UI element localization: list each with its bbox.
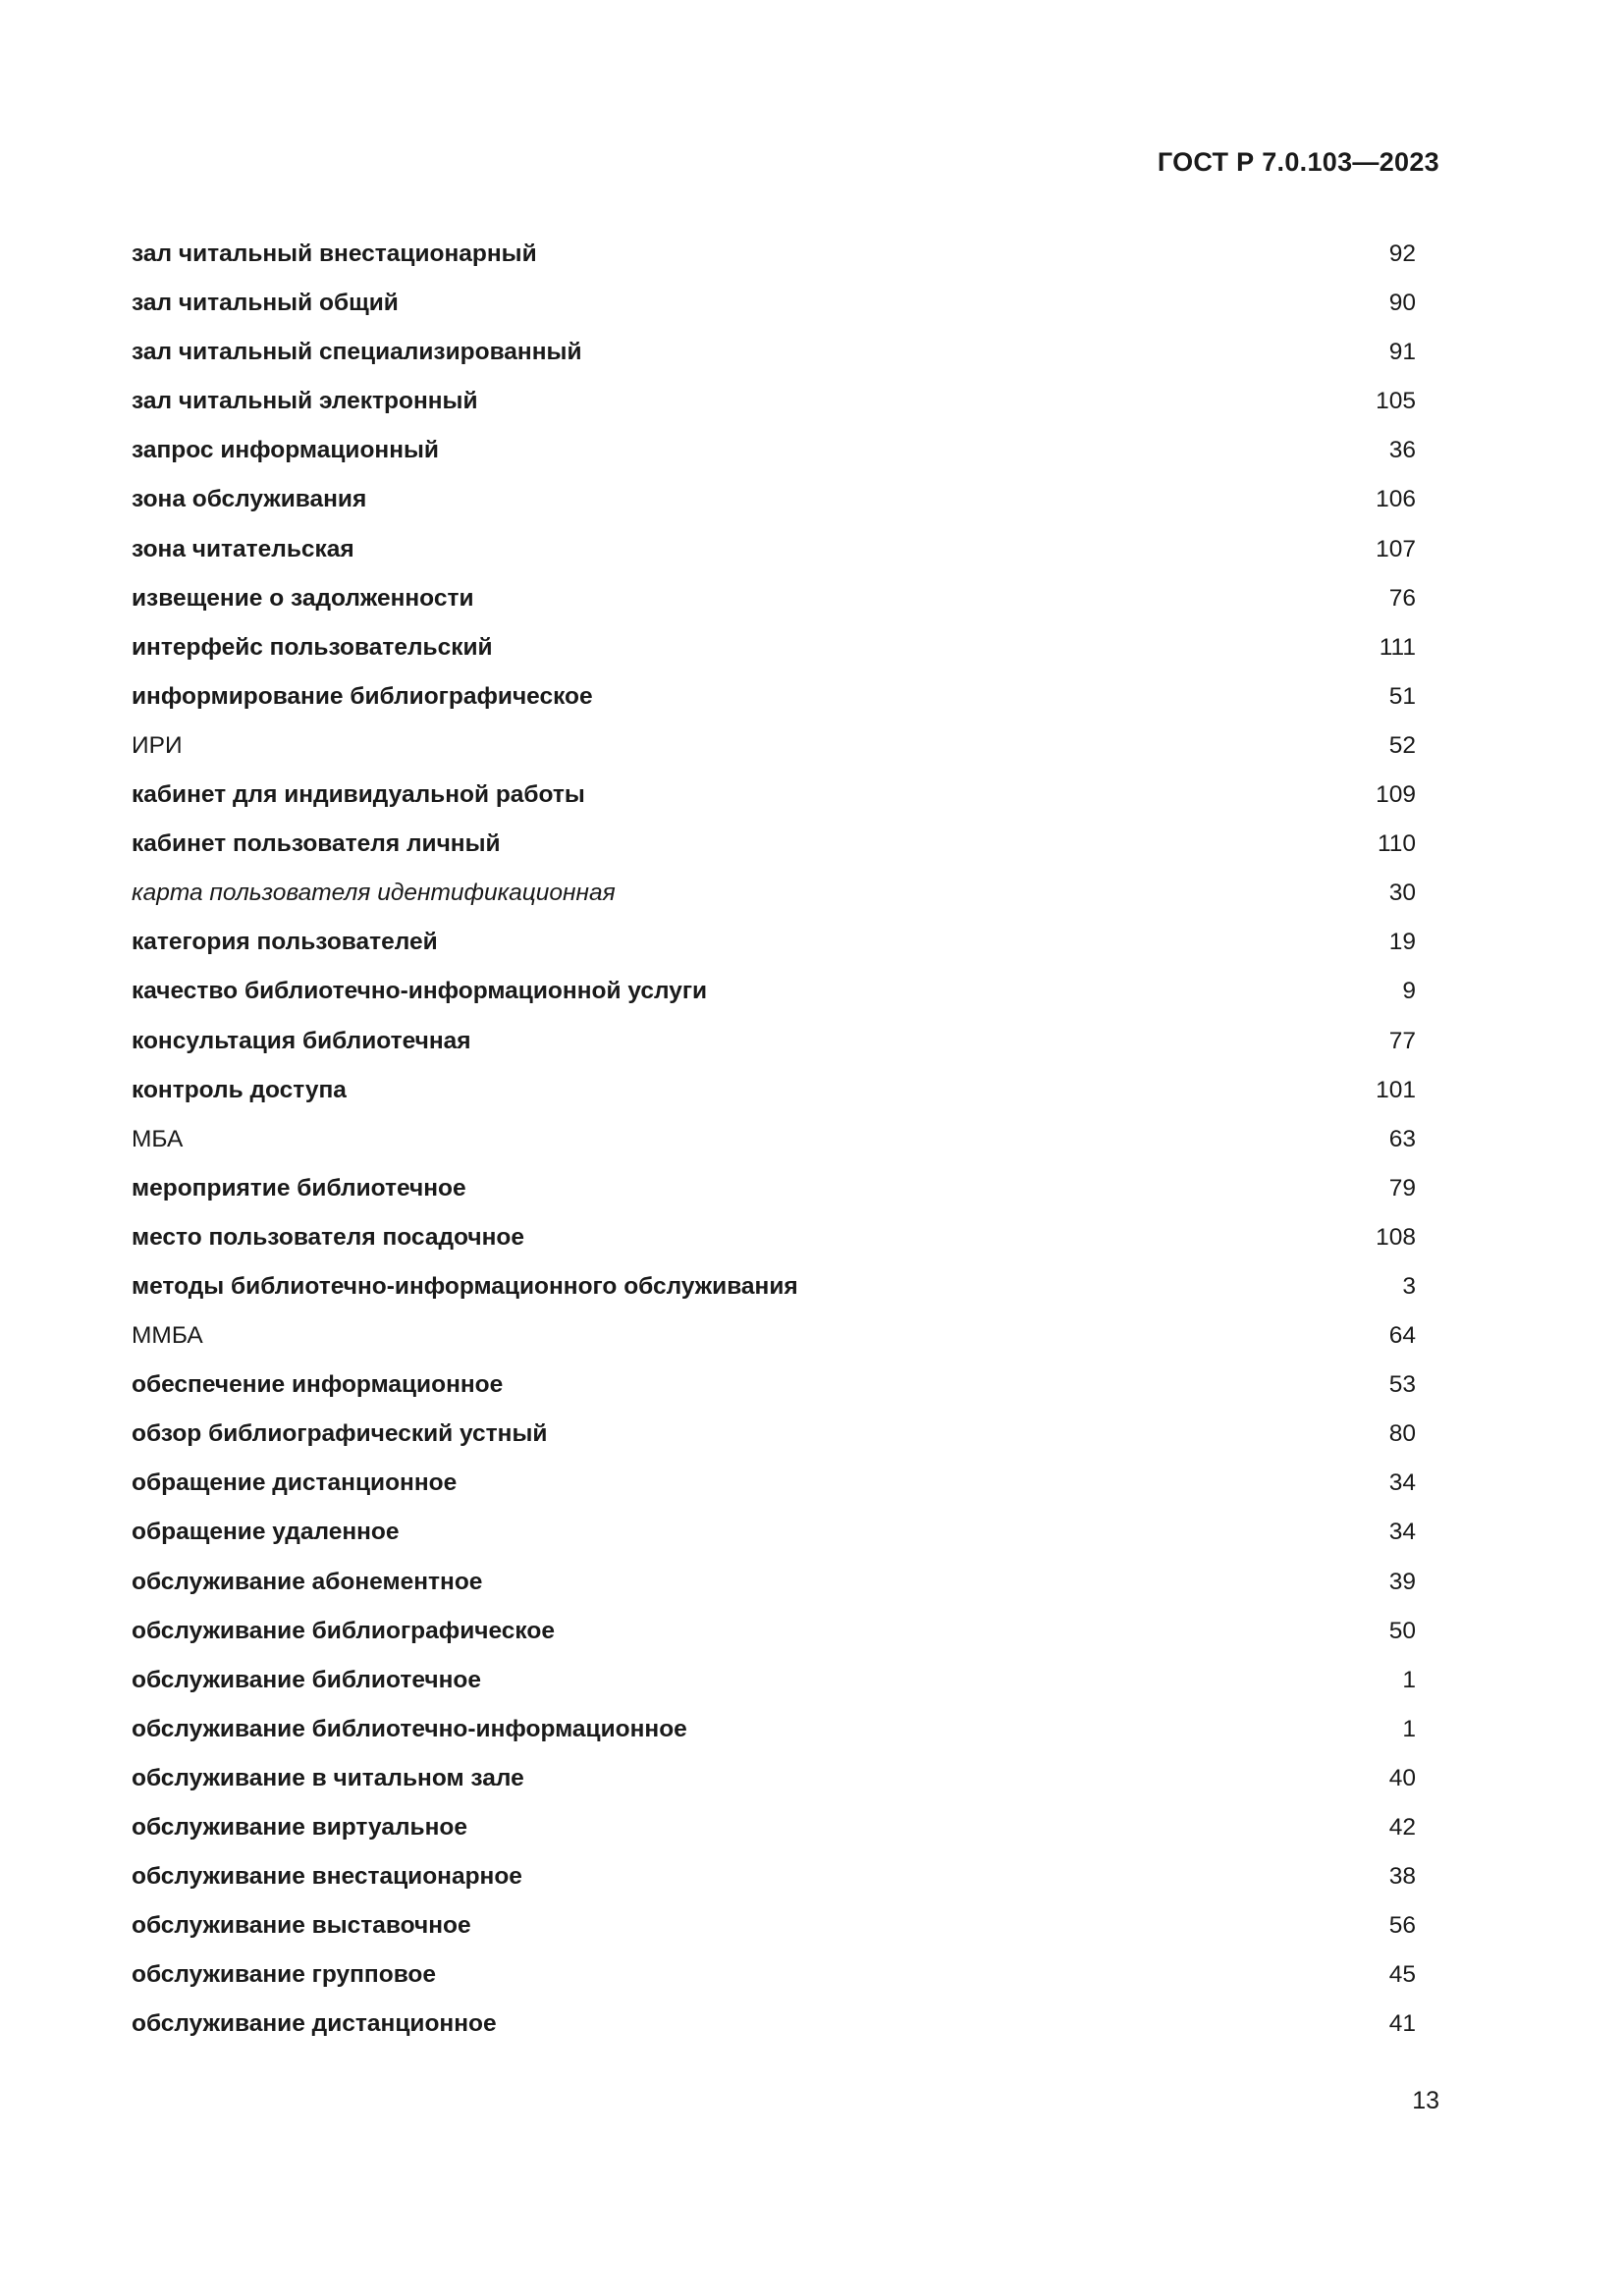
index-entry	[132, 1912, 1424, 1961]
index-entry	[132, 1569, 1424, 1618]
index-entry	[132, 1420, 1424, 1469]
index-entry	[132, 781, 1424, 830]
index-term-number: 3	[1402, 1272, 1416, 1300]
index-term: обслуживание внестационарное	[132, 1863, 522, 1891]
index-entry	[132, 1469, 1424, 1519]
index-entry	[132, 437, 1424, 486]
index-term-number: 50	[1388, 1617, 1416, 1644]
index-entry	[132, 2010, 1424, 2059]
index-entry	[132, 1273, 1424, 1322]
index-term-number: 109	[1376, 781, 1416, 809]
index-entry	[132, 339, 1424, 388]
index-term: место пользователя посадочное	[132, 1223, 524, 1251]
index-entry	[132, 880, 1424, 929]
index-entry	[132, 1175, 1424, 1224]
index-term: обзор библиографический устный	[132, 1420, 548, 1448]
index-entry	[132, 388, 1424, 437]
index-term: категория пользователей	[132, 929, 438, 956]
index-term-number: 91	[1388, 339, 1416, 366]
index-entry	[132, 1077, 1424, 1126]
term-index-list	[132, 240, 1424, 2059]
index-term: зона читательская	[132, 535, 354, 562]
index-entry	[132, 978, 1424, 1027]
index-term-number: 101	[1376, 1076, 1416, 1103]
index-term: обслуживание выставочное	[132, 1912, 471, 1940]
index-term: обслуживание библиотечное	[132, 1666, 481, 1693]
index-term-number: 53	[1388, 1371, 1416, 1399]
index-term-number: 1	[1402, 1715, 1416, 1742]
index-term: мероприятие библиотечное	[132, 1174, 466, 1201]
index-entry	[132, 536, 1424, 585]
index-entry	[132, 1371, 1424, 1420]
index-entry	[132, 634, 1424, 683]
index-term-number: 79	[1388, 1174, 1416, 1201]
index-term: информирование библиографическое	[132, 682, 593, 710]
index-term: обслуживание библиографическое	[132, 1617, 555, 1644]
index-term-number: 51	[1388, 682, 1416, 710]
index-term-number: 77	[1388, 1027, 1416, 1054]
index-term: обслуживание абонементное	[132, 1568, 483, 1595]
index-term-number: 108	[1376, 1223, 1416, 1251]
index-entry	[132, 240, 1424, 290]
index-term: обращение дистанционное	[132, 1469, 458, 1497]
index-term-number: 90	[1388, 290, 1416, 317]
index-term-number: 110	[1377, 830, 1416, 858]
index-term-number: 52	[1388, 731, 1416, 759]
page-number: 13	[1412, 2087, 1439, 2114]
index-term: обслуживание групповое	[132, 1961, 437, 1989]
index-entry	[132, 1618, 1424, 1667]
index-term: кабинет для индивидуальной работы	[132, 781, 585, 809]
index-term-number: 56	[1388, 1912, 1416, 1940]
index-term: кабинет пользователя личный	[132, 830, 501, 858]
index-term: зал читальный общий	[132, 290, 399, 317]
index-entry	[132, 1765, 1424, 1814]
index-term: запрос информационный	[132, 437, 439, 464]
index-entry	[132, 1322, 1424, 1371]
index-term: контроль доступа	[132, 1076, 347, 1103]
index-entry	[132, 732, 1424, 781]
index-term-number: 107	[1376, 535, 1416, 562]
index-term-number: 111	[1379, 633, 1416, 661]
index-term-number: 92	[1388, 240, 1416, 267]
index-term-number: 40	[1388, 1764, 1416, 1791]
index-term: ММБА	[132, 1322, 203, 1350]
index-term: ИРИ	[132, 731, 183, 759]
index-entry	[132, 290, 1424, 339]
index-term-number: 76	[1388, 584, 1416, 612]
index-entry	[132, 929, 1424, 978]
index-entry	[132, 1863, 1424, 1912]
index-term-number: 9	[1402, 978, 1416, 1005]
index-entry	[132, 683, 1424, 732]
index-term-number: 41	[1388, 2010, 1416, 2038]
index-entry	[132, 585, 1424, 634]
document-id-header: ГОСТ Р 7.0.103—2023	[1157, 147, 1439, 177]
index-term: карта пользователя идентификационная	[132, 880, 616, 907]
index-entry	[132, 1028, 1424, 1077]
index-term: МБА	[132, 1125, 184, 1152]
index-term: извещение о задолженности	[132, 584, 474, 612]
index-term: обслуживание дистанционное	[132, 2010, 497, 2038]
index-term: консультация библиотечная	[132, 1027, 471, 1054]
index-term-number: 63	[1388, 1125, 1416, 1152]
index-term: интерфейс пользовательский	[132, 633, 493, 661]
index-term: зал читальный специализированный	[132, 339, 582, 366]
index-term-number: 34	[1388, 1469, 1416, 1497]
index-entry	[132, 1961, 1424, 2010]
index-term-number: 80	[1388, 1420, 1416, 1448]
index-term: зал читальный электронный	[132, 388, 478, 415]
index-entry	[132, 1519, 1424, 1568]
index-entry	[132, 1814, 1424, 1863]
index-entry	[132, 486, 1424, 535]
index-term-number: 42	[1388, 1814, 1416, 1841]
index-term: качество библиотечно-информационной услуги	[132, 978, 708, 1005]
index-entry	[132, 1126, 1424, 1175]
index-entry	[132, 830, 1424, 880]
index-entry	[132, 1716, 1424, 1765]
index-term: обслуживание в читальном зале	[132, 1764, 524, 1791]
index-term: зал читальный внестационарный	[132, 240, 537, 267]
index-term: зона обслуживания	[132, 486, 367, 513]
index-term-number: 45	[1388, 1961, 1416, 1989]
index-term: обслуживание библиотечно-информационное	[132, 1715, 687, 1742]
index-term-number: 105	[1376, 388, 1416, 415]
index-term: обращение удаленное	[132, 1519, 400, 1546]
index-term-number: 64	[1388, 1322, 1416, 1350]
index-entry	[132, 1224, 1424, 1273]
index-term-number: 30	[1388, 880, 1416, 907]
index-term: обеспечение информационное	[132, 1371, 504, 1399]
index-term-number: 106	[1376, 486, 1416, 513]
index-term-number: 34	[1388, 1519, 1416, 1546]
index-term-number: 36	[1388, 437, 1416, 464]
index-term-number: 39	[1388, 1568, 1416, 1595]
index-term-number: 1	[1402, 1666, 1416, 1693]
index-term: обслуживание виртуальное	[132, 1814, 467, 1841]
index-entry	[132, 1667, 1424, 1716]
index-term: методы библиотечно-информационного обслуживания	[132, 1272, 798, 1300]
index-term-number: 19	[1388, 929, 1416, 956]
index-term-number: 38	[1388, 1863, 1416, 1891]
